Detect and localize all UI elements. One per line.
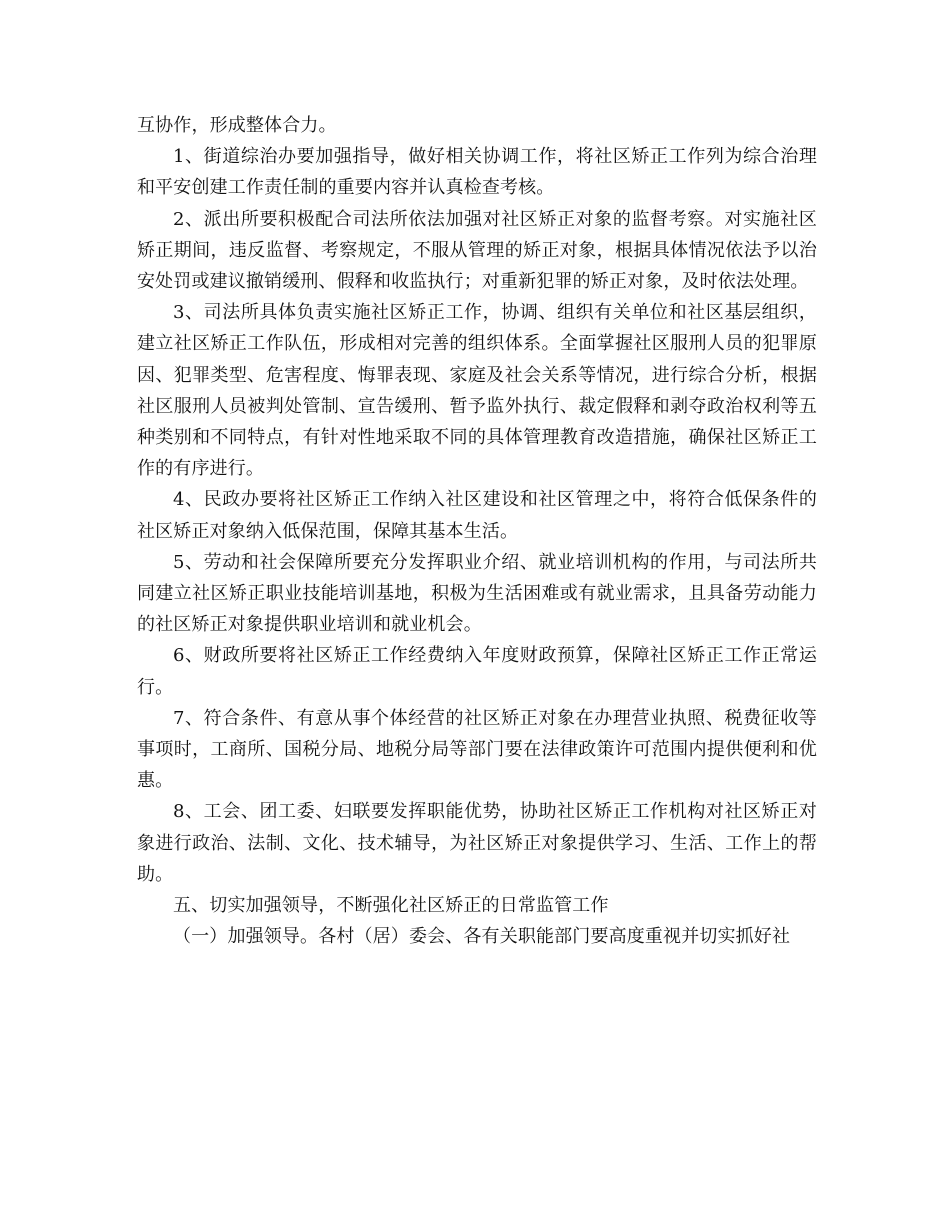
paragraph-item-2: 2、派出所要积极配合司法所依法加强对社区矫正对象的监督考察。对实施社区矫正期间，违反监督、考察规定，不服从管理的矫正对象，根据具体情况依法予以治安处罚或建议撤销缓刑、假释和收监执行；对重新犯罪的矫正对象，及时依法处理。: [137, 208, 817, 293]
paragraph-continuation: 互协作，形成整体合力。: [137, 115, 337, 136]
paragraph-item-1: 1、街道综治办要加强指导，做好相关协调工作，将社区矫正工作列为综合治理和平安创建工作责任制的重要内容并认真检查考核。: [137, 146, 817, 199]
paragraph-item-6: 6、财政所要将社区矫正工作经费纳入年度财政预算，保障社区矫正工作正常运行。: [137, 645, 817, 698]
section-heading-five: 五、切实加强领导，不断强化社区矫正的日常监管工作: [173, 895, 609, 917]
paragraph-subsection-one: （一）加强领导。各村（居）委会、各有关职能部门要高度重视并切实抓好社: [173, 926, 791, 948]
document-body: [137, 110, 817, 952]
paragraph-item-5: 5、劳动和社会保障所要充分发挥职业介绍、就业培训机构的作用，与司法所共同建立社区矫正职业技能培训基地，积极为生活困难或有就业需求，且具备劳动能力的社区矫正对象提供职业培训和就业机会。: [137, 551, 817, 636]
paragraph-item-4: 4、民政办要将社区矫正工作纳入社区建设和社区管理之中，将符合低保条件的社区矫正对象纳入低保范围，保障其基本生活。: [137, 489, 817, 542]
paragraph-item-7: 7、符合条件、有意从事个体经营的社区矫正对象在办理营业执照、税费征收等事项时，工商所、国税分局、地税分局等部门要在法律政策许可范围内提供便利和优惠。: [137, 707, 817, 792]
paragraph-item-8: 8、工会、团工委、妇联要发挥职能优势，协助社区矫正工作机构对社区矫正对象进行政治、法制、文化、技术辅导，为社区矫正对象提供学习、生活、工作上的帮助。: [137, 801, 817, 885]
paragraph-item-3: 3、司法所具体负责实施社区矫正工作，协调、组织有关单位和社区基层组织，建立社区矫正工作队伍，形成相对完善的组织体系。全面掌握社区服刑人员的犯罪原因、犯罪类型、危害程度、悔罪表现、家庭及社会关系等情况，进行综合分析，根据社区服刑人员被判处管制、宣告缓刑、暂予监外执行、裁定假释和剥夺政治权利等五种类别和不同特点，有针对性地采取不同的具体管理教育改造措施，确保社区矫正工作的有序进行。: [137, 302, 817, 480]
